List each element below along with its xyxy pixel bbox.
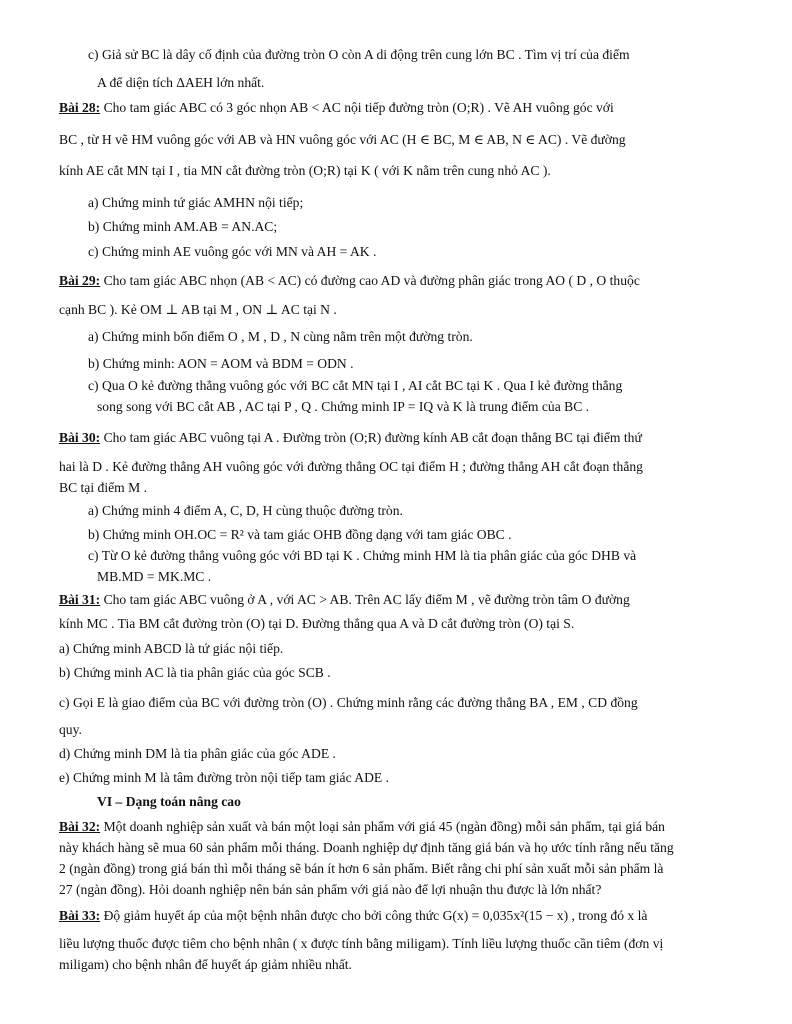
line-text: e) Chứng minh M là tâm đường tròn nội tiếp tam giác ADE . [59,770,389,785]
text-line [59,909,647,923]
text-line [59,101,614,115]
text-line [97,570,211,584]
exercise-heading: Bài 30: [59,430,101,445]
line-text: Độ giảm huyết áp của một bệnh nhân được cho bởi công thức G(x) = 0,035x²(15 − x) , trong đó x là [100,908,648,923]
text-line [59,593,630,607]
exercise-heading: Bài 33: [59,908,101,923]
text-line [59,274,640,288]
line-text: BC tại điểm M . [59,480,147,495]
line-text: b) Chứng minh AC là tia phân giác của góc SCB . [59,665,331,680]
line-text: liều lượng thuốc được tiêm cho bệnh nhân ( x được tính bằng miligam). Tính liều lượng thuốc cần tiêm (đơn vị [59,936,664,951]
line-text: c) Từ O kẻ đường thẳng vuông góc với BD tại K . Chứng minh HM là tia phân giác của góc DHB và [88,548,637,563]
exercise-heading: Bài 29: [59,273,101,288]
text-line [59,820,665,834]
exercise-heading: Bài 28: [59,100,101,115]
line-text: này khách hàng sẽ mua 60 sản phẩm mỗi tháng. Doanh nghiệp dự định tăng giá bán và họ ước tính rằng nếu tăng [59,840,674,855]
line-text: b) Chứng minh OH.OC = R² và tam giác OHB đồng dạng với tam giác OBC . [88,527,512,542]
text-line [97,795,241,809]
line-text: b) Chứng minh: AON = AOM và BDM = ODN . [88,356,354,371]
text-line [88,220,277,234]
line-text: A để diện tích ΔAEH lớn nhất. [97,75,265,90]
line-text: kính AE cắt MN tại I , tia MN cắt đường tròn (O;R) tại K ( với K nằm trên cung nhỏ AC ). [59,163,551,178]
text-line [59,133,626,147]
text-line [97,400,589,414]
text-line [59,431,642,445]
line-text: c) Chứng minh AE vuông góc với MN và AH = AK . [88,244,377,259]
line-text: c) Giả sử BC là dây cố định của đường tròn O còn A di động trên cung lớn BC . Tìm vị trí của điểm [88,47,630,62]
line-text: Cho tam giác ABC nhọn (AB < AC) có đường cao AD và đường phân giác trong AO ( D , O thuộc [100,273,640,288]
line-text: Một doanh nghiệp sản xuất và bán một loại sản phẩm với giá 45 (ngàn đồng) mỗi sản phẩm, tại giá bán [100,819,665,834]
text-line [59,862,663,876]
text-line [59,723,82,737]
line-text: a) Chứng minh ABCD là tứ giác nội tiếp. [59,641,284,656]
line-text: hai là D . Kẻ đường thẳng AH vuông góc với đường thẳng OC tại điểm H ; đường thẳng AH cắt đoạn thẳng [59,459,643,474]
line-text: cạnh BC ). Kẻ OM ⊥ AB tại M , ON ⊥ AC tại N . [59,302,337,317]
text-line [88,245,376,259]
text-line [59,696,638,710]
line-text: miligam) cho bệnh nhân để huyết áp giảm nhiều nhất. [59,957,352,972]
text-line [59,164,551,178]
text-line [88,330,473,344]
text-line [59,666,331,680]
exercise-heading: Bài 31: [59,592,101,607]
text-line [59,958,352,972]
line-text: Cho tam giác ABC có 3 góc nhọn AB < AC nội tiếp đường tròn (O;R) . Vẽ AH vuông góc với [100,100,614,115]
text-line [59,841,674,855]
line-text: 2 (ngàn đồng) trong giá bán thì mỗi tháng sẽ bán ít hơn 6 sản phẩm. Biết rằng chi phí sản xuất mỗi sản phẩm là [59,861,664,876]
text-line [88,504,403,518]
line-text: 27 (ngàn đồng). Hỏi doanh nghiệp nên bán sản phẩm với giá nào để lợi nhuận thu được là lớn nhất? [59,882,602,897]
text-line [88,196,303,210]
text-line [59,460,643,474]
text-line [88,528,512,542]
line-text: Cho tam giác ABC vuông tại A . Đường tròn (O;R) đường kính AB cắt đoạn thẳng BC tại điểm thứ [100,430,642,445]
line-text: a) Chứng minh tứ giác AMHN nội tiếp; [88,195,304,210]
text-line [59,617,574,631]
text-line [88,549,636,563]
text-line [59,937,663,951]
line-text: VI – Dạng toán nâng cao [97,794,241,809]
line-text: kính MC . Tia BM cắt đường tròn (O) tại D. Đường thẳng qua A và D cắt đường tròn (O) tại S. [59,616,575,631]
line-text: Cho tam giác ABC vuông ở A , với AC > AB. Trên AC lấy điểm M , vẽ đường tròn tâm O đường [100,592,630,607]
line-text: a) Chứng minh 4 điểm A, C, D, H cùng thuộc đường tròn. [88,503,403,518]
text-line [59,771,389,785]
text-line [59,883,601,897]
text-line [59,747,336,761]
line-text: BC , từ H vẽ HM vuông góc với AB và HN vuông góc với AC (H ∈ BC, M ∈ AB, N ∈ AC) . Vẽ đường [59,132,626,147]
text-line [88,357,354,371]
exercise-heading: Bài 32: [59,819,101,834]
line-text: MB.MD = MK.MC . [97,569,212,584]
text-line [97,76,264,90]
text-line [59,481,147,495]
text-line [59,642,283,656]
line-text: b) Chứng minh AM.AB = AN.AC; [88,219,278,234]
line-text: song song với BC cắt AB , AC tại P , Q . Chứng minh IP = IQ và K là trung điểm của BC . [97,399,590,414]
line-text: d) Chứng minh DM là tia phân giác của góc ADE . [59,746,336,761]
text-line [88,379,622,393]
line-text: c) Qua O kẻ đường thẳng vuông góc với BC cắt MN tại I , AI cắt BC tại K . Qua I kẻ đường thẳng [88,378,623,393]
line-text: quy. [59,722,82,737]
line-text: a) Chứng minh bốn điểm O , M , D , N cùng nằm trên một đường tròn. [88,329,473,344]
text-line [59,303,337,317]
text-line [88,48,630,62]
line-text: c) Gọi E là giao điểm của BC với đường tròn (O) . Chứng minh rằng các đường thẳng BA , EM , CD đồng [59,695,638,710]
